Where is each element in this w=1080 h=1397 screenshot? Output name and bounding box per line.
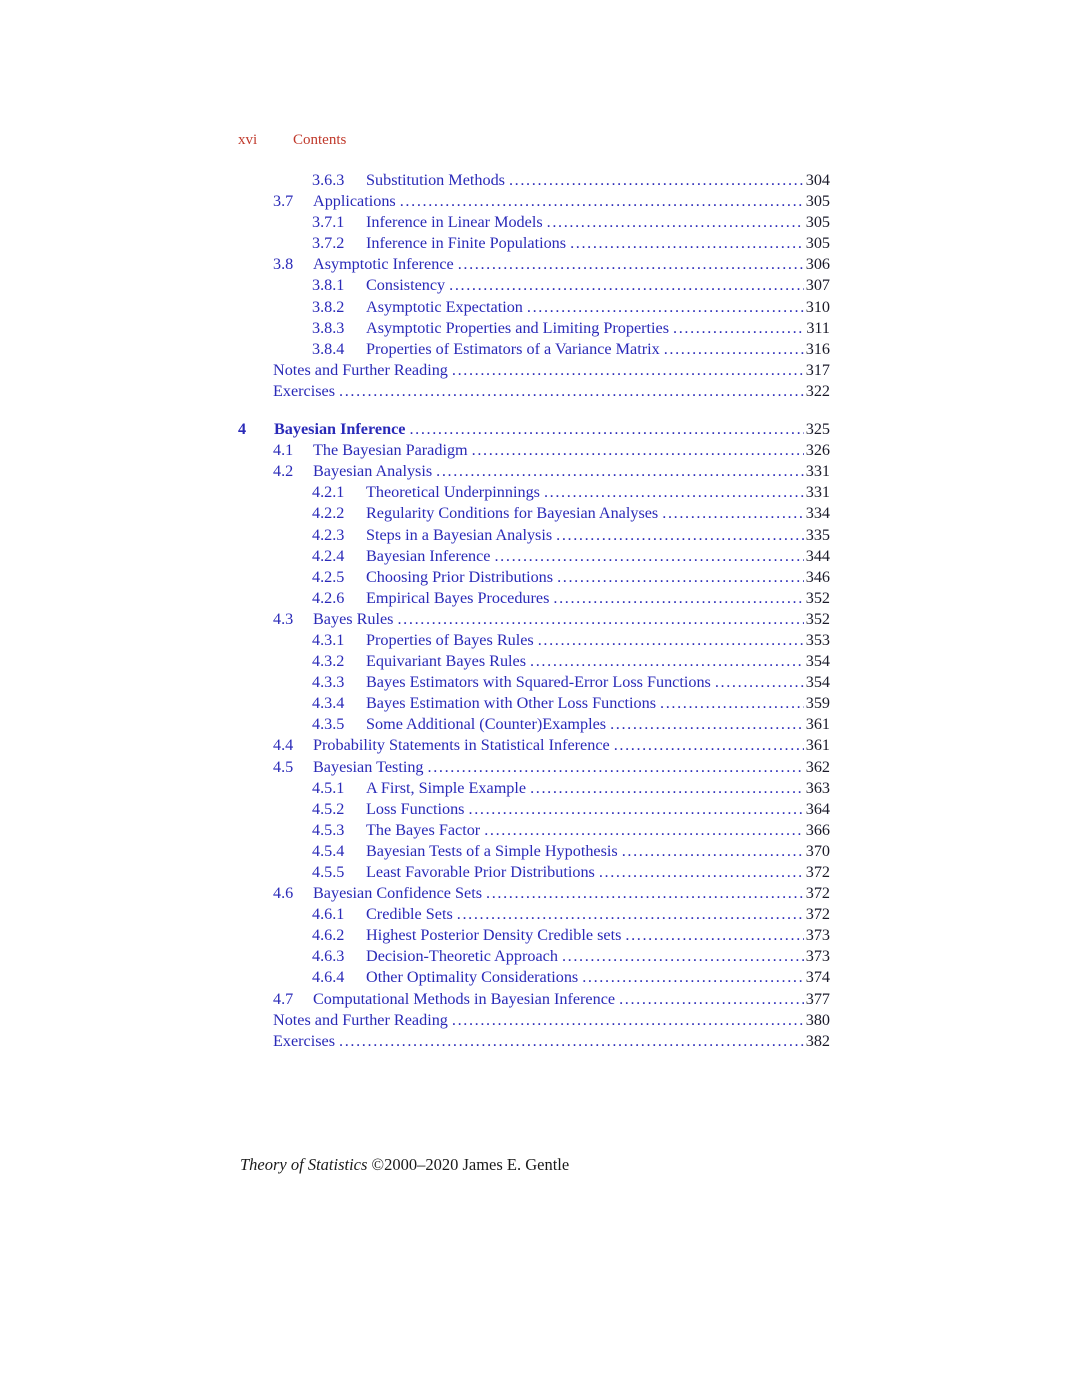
toc-entry-number: 4.5.5 — [312, 863, 345, 881]
dot-leader — [557, 567, 804, 588]
toc-entry-page[interactable]: 382 — [805, 1031, 830, 1050]
toc-entry-title[interactable]: Empirical Bayes Procedures — [366, 588, 550, 607]
toc-entry-title[interactable]: Inference in Finite Populations — [366, 234, 567, 253]
toc-entry[interactable] — [238, 1010, 830, 1031]
dot-leader — [660, 693, 804, 714]
toc-entry-title[interactable]: Substitution Methods — [366, 171, 505, 189]
toc-entry[interactable] — [238, 525, 830, 546]
toc-entry-line — [366, 925, 830, 946]
toc-entry-title[interactable]: Computational Methods in Bayesian Inference — [313, 989, 616, 1008]
toc-entry-number: 4.3.4 — [312, 694, 345, 713]
toc-entry[interactable] — [238, 714, 830, 735]
toc-entry-title[interactable]: Bayesian Confidence Sets — [313, 884, 483, 903]
dot-leader — [544, 482, 804, 503]
toc-entry-title[interactable]: Notes and Further Reading — [273, 1010, 448, 1029]
toc-entry-number: 3.7.1 — [312, 213, 345, 232]
toc-entry-line — [366, 525, 830, 546]
dot-leader — [538, 630, 804, 651]
toc-entry-title[interactable]: Exercises — [273, 381, 336, 400]
toc-entry-title[interactable]: Bayes Rules — [313, 609, 394, 628]
toc-entry-number: 4.5.1 — [312, 778, 345, 797]
toc-entry[interactable] — [238, 609, 830, 630]
toc-entry-page[interactable]: 353 — [805, 630, 830, 649]
toc-entry-title[interactable]: Some Additional (Counter)Examples — [366, 715, 607, 734]
toc-entry-line — [366, 904, 830, 925]
toc-entry-page[interactable]: 363 — [805, 778, 830, 797]
toc-entry[interactable] — [238, 883, 830, 904]
toc-entry[interactable] — [238, 820, 830, 841]
toc-entry-line — [366, 946, 830, 967]
toc-entry-page[interactable]: 380 — [805, 1010, 830, 1029]
toc-entry-line — [366, 170, 830, 191]
toc-entry-page[interactable]: 306 — [805, 255, 830, 274]
toc-entry-line — [366, 841, 830, 862]
toc-entry-title[interactable]: Asymptotic Inference — [313, 255, 454, 274]
toc-entry-title[interactable]: Bayesian Analysis — [313, 462, 433, 481]
dot-leader — [449, 275, 804, 296]
toc-entry-line — [273, 360, 830, 381]
toc-entry[interactable] — [238, 297, 830, 318]
toc-entry-title[interactable]: Inference in Linear Models — [366, 213, 543, 232]
toc-entry-line — [313, 461, 830, 482]
toc-entry[interactable] — [238, 461, 830, 482]
toc-entry-page[interactable]: 305 — [805, 234, 830, 253]
toc-entry-number: 4.2.5 — [312, 567, 345, 586]
toc-entry-title[interactable]: Properties of Estimators of a Variance Matrix — [366, 339, 660, 358]
dot-leader — [436, 461, 804, 482]
toc-entry-title[interactable]: Equivariant Bayes Rules — [366, 652, 527, 671]
dot-leader — [457, 904, 804, 925]
dot-leader — [622, 841, 804, 862]
toc-entry-page[interactable]: 354 — [805, 673, 830, 692]
dot-leader — [662, 503, 803, 524]
toc-entry[interactable] — [238, 799, 830, 820]
toc-entry-page[interactable]: 352 — [805, 609, 830, 628]
dot-leader — [610, 714, 804, 735]
toc-entry-line — [313, 191, 830, 212]
toc-entry-title[interactable]: Probability Statements in Statistical Inference — [313, 736, 610, 755]
toc-entry-number: 4.2.3 — [312, 525, 345, 544]
toc-entry-number: 4.4 — [273, 736, 294, 755]
dot-leader — [472, 440, 804, 461]
dot-leader — [715, 672, 804, 693]
toc-entry-line — [366, 820, 830, 841]
toc-entry-page[interactable]: 335 — [805, 525, 830, 544]
toc-entry-title[interactable]: Properties of Bayes Rules — [366, 630, 534, 649]
toc-entry-number: 4.5.4 — [312, 841, 345, 860]
toc-entry-title[interactable]: Asymptotic Properties and Limiting Properties — [366, 318, 670, 337]
toc-entry-title[interactable]: The Bayes Factor — [366, 820, 481, 839]
dot-leader — [486, 883, 804, 904]
toc-entry-number: 3.8.1 — [312, 276, 345, 295]
toc-entry[interactable] — [238, 946, 830, 967]
toc-entry[interactable] — [238, 862, 830, 883]
book-title: Theory of Statistics — [240, 1155, 368, 1174]
toc-entry-number: 4.3.3 — [312, 673, 345, 692]
toc-entry-page[interactable]: 310 — [805, 297, 830, 316]
dot-leader — [553, 588, 803, 609]
toc-entry-page[interactable]: 374 — [805, 968, 830, 987]
toc-entry-line — [366, 693, 830, 714]
toc-entry[interactable] — [238, 482, 830, 503]
toc-entry-line — [366, 799, 830, 820]
toc-entry[interactable] — [238, 904, 830, 925]
toc-entry-line — [366, 714, 830, 735]
page-number: xvi — [238, 132, 258, 148]
toc-entry-title[interactable]: Credible Sets — [366, 905, 453, 924]
toc-entry-line — [313, 254, 830, 275]
toc-entry-title[interactable]: Applications — [313, 192, 396, 211]
toc-entry-line — [366, 651, 830, 672]
toc-entry-number: 4.6.1 — [312, 905, 345, 924]
toc-entry[interactable] — [238, 672, 830, 693]
dot-leader — [452, 1010, 804, 1031]
dot-leader — [339, 1031, 804, 1052]
toc-entry-number: 4.3.5 — [312, 715, 345, 734]
toc-entry-title[interactable]: Steps in a Bayesian Analysis — [366, 525, 553, 544]
toc-entry-page[interactable]: 305 — [805, 213, 830, 232]
toc-entry-number: 3.8.4 — [312, 339, 345, 358]
toc-entry-line — [313, 440, 830, 461]
toc-entry[interactable] — [238, 339, 830, 360]
toc-entry-title[interactable]: Theoretical Underpinnings — [366, 483, 540, 502]
toc-entry[interactable] — [238, 170, 830, 191]
toc-entry-title[interactable]: A First, Simple Example — [366, 778, 527, 797]
toc-entry-title[interactable]: Consistency — [366, 276, 446, 295]
toc-entry-line — [366, 567, 830, 588]
toc-entry-number: 3.8.2 — [312, 297, 345, 316]
toc-entry-line — [366, 482, 830, 503]
dot-leader — [562, 946, 804, 967]
dot-leader — [599, 862, 804, 883]
toc-entry-title[interactable]: Bayes Estimators with Squared-Error Loss Functions — [366, 673, 711, 692]
dot-leader — [409, 419, 803, 440]
toc-entry-page[interactable]: 317 — [805, 360, 830, 379]
dot-leader — [400, 191, 804, 212]
dot-leader — [428, 757, 804, 778]
toc-entry-page[interactable]: 311 — [806, 318, 830, 337]
toc-entry-number: 4.2.6 — [312, 588, 345, 607]
toc-entry-number: 3.8 — [273, 255, 294, 274]
toc-entry-number: 4.6.4 — [312, 968, 345, 987]
toc-entry-page[interactable]: 352 — [805, 588, 830, 607]
toc-entry[interactable] — [238, 546, 830, 567]
toc-entry-line — [366, 672, 830, 693]
toc-entry-title[interactable]: Choosing Prior Distributions — [366, 567, 554, 586]
toc-entry[interactable] — [238, 735, 830, 756]
dot-leader — [673, 318, 804, 339]
toc-entry-line — [366, 503, 830, 524]
toc-entry[interactable] — [238, 841, 830, 862]
toc-entry-title[interactable]: Exercises — [273, 1031, 336, 1050]
toc-entry-line — [366, 967, 830, 988]
toc-entry-page[interactable]: 326 — [805, 441, 830, 460]
toc-entry-number: 4.5 — [273, 757, 294, 776]
toc-entry-page[interactable]: 344 — [805, 546, 830, 565]
toc-entry-page[interactable]: 372 — [805, 905, 830, 924]
toc-entry-page[interactable]: 304 — [805, 171, 830, 189]
toc-entry-page[interactable]: 361 — [805, 736, 830, 755]
toc-entry-line — [366, 275, 830, 296]
toc-entry-number: 3.7.2 — [312, 234, 345, 253]
toc-entry-line — [366, 318, 830, 339]
toc-entry[interactable] — [238, 630, 830, 651]
toc-entry-title[interactable]: Bayesian Inference — [366, 546, 491, 565]
toc-entry[interactable] — [238, 967, 830, 988]
toc-entry-page[interactable]: 364 — [805, 799, 830, 818]
toc-entry[interactable] — [238, 419, 830, 440]
toc-entry-line — [273, 1031, 830, 1052]
table-of-contents — [238, 170, 830, 1052]
toc-entry-title[interactable]: Least Favorable Prior Distributions — [366, 863, 595, 881]
toc-entry[interactable] — [238, 989, 830, 1010]
dot-leader — [582, 967, 804, 988]
toc-entry[interactable] — [238, 318, 830, 339]
dot-leader — [397, 609, 803, 630]
toc-entry-page[interactable]: 331 — [805, 483, 830, 502]
toc-entry-title[interactable]: Other Optimality Considerations — [366, 968, 579, 987]
toc-entry-page[interactable]: 307 — [805, 276, 830, 295]
toc-entry-page[interactable]: 362 — [805, 757, 830, 776]
toc-entry-line — [273, 381, 830, 402]
toc-entry[interactable] — [238, 567, 830, 588]
toc-entry-number: 4.7 — [273, 989, 294, 1008]
dot-leader — [614, 735, 804, 756]
toc-entry-number: 4.3 — [273, 609, 294, 628]
toc-entry-page[interactable]: 331 — [805, 462, 830, 481]
toc-entry-number: 4.6 — [273, 884, 294, 903]
toc-entry-title[interactable]: Bayesian Testing — [313, 757, 424, 776]
toc-entry-number: 4 — [238, 420, 247, 439]
toc-entry-page[interactable]: 361 — [805, 715, 830, 734]
toc-entry-number: 4.1 — [273, 441, 294, 460]
toc-entry-line — [313, 883, 830, 904]
dot-leader — [530, 651, 804, 672]
toc-entry-line — [313, 757, 830, 778]
dot-leader — [625, 925, 803, 946]
dot-leader — [556, 525, 804, 546]
toc-entry-page[interactable]: 359 — [805, 694, 830, 713]
toc-entry-title[interactable]: Asymptotic Expectation — [366, 297, 523, 316]
toc-entry-line — [366, 546, 830, 567]
dot-leader — [469, 799, 804, 820]
dot-leader — [570, 233, 804, 254]
toc-entry-page[interactable]: 372 — [805, 863, 830, 881]
toc-entry[interactable] — [238, 503, 830, 524]
toc-entry-line — [366, 778, 830, 799]
toc-entry[interactable] — [238, 588, 830, 609]
toc-entry-number: 4.2.2 — [312, 504, 345, 523]
dot-leader — [664, 339, 804, 360]
toc-entry-page[interactable]: 377 — [805, 989, 830, 1008]
toc-entry[interactable] — [238, 925, 830, 946]
toc-entry-title[interactable]: Decision-Theoretic Approach — [366, 947, 558, 966]
copyright-notice: ©2000–2020 James E. Gentle — [371, 1155, 570, 1174]
toc-entry-title[interactable]: Bayesian Tests of a Simple Hypothesis — [366, 841, 618, 860]
toc-entry-title[interactable]: Regularity Conditions for Bayesian Analyses — [366, 504, 659, 523]
toc-entry-line — [366, 233, 830, 254]
dot-leader — [484, 820, 804, 841]
dot-leader — [619, 989, 804, 1010]
toc-entry-page[interactable]: 316 — [805, 339, 830, 358]
toc-entry[interactable] — [238, 440, 830, 461]
dot-leader — [530, 778, 804, 799]
toc-entry-line — [366, 588, 830, 609]
dot-leader — [494, 546, 803, 567]
toc-entry-title[interactable]: Notes and Further Reading — [273, 360, 448, 379]
toc-entry-page[interactable]: 373 — [805, 926, 830, 945]
toc-entry[interactable] — [238, 254, 830, 275]
toc-entry-number: 4.2 — [273, 462, 294, 481]
toc-entry-title[interactable]: Loss Functions — [366, 799, 465, 818]
toc-entry-line — [366, 862, 830, 883]
toc-entry[interactable] — [238, 651, 830, 672]
toc-entry-page[interactable]: 366 — [805, 820, 830, 839]
toc-entry[interactable] — [238, 275, 830, 296]
toc-entry-page[interactable]: 372 — [805, 884, 830, 903]
toc-entry[interactable] — [238, 233, 830, 254]
toc-entry-number: 4.6.2 — [312, 926, 345, 945]
toc-entry-title[interactable]: Highest Posterior Density Credible sets — [366, 926, 622, 945]
toc-entry-line — [273, 1010, 830, 1031]
toc-entry-number: 3.6.3 — [312, 171, 345, 189]
toc-entry[interactable] — [238, 1031, 830, 1052]
toc-entry-line — [366, 297, 830, 318]
toc-entry-title[interactable]: The Bayesian Paradigm — [313, 441, 468, 460]
dot-leader — [339, 381, 804, 402]
toc-entry-number: 4.3.2 — [312, 652, 345, 671]
toc-entry-page[interactable]: 305 — [805, 192, 830, 211]
dot-leader — [527, 297, 804, 318]
toc-entry-page[interactable]: 354 — [805, 652, 830, 671]
toc-entry-line — [366, 630, 830, 651]
running-head — [238, 132, 346, 149]
toc-entry-number: 4.5.3 — [312, 820, 345, 839]
toc-entry-line — [274, 419, 830, 440]
dot-leader — [452, 360, 804, 381]
toc-entry[interactable] — [238, 693, 830, 714]
toc-entry-line — [313, 989, 830, 1010]
toc-entry-number: 4.5.2 — [312, 799, 345, 818]
toc-entry-title[interactable]: Bayesian Inference — [274, 420, 406, 439]
toc-entry-line — [366, 339, 830, 360]
toc-entry-number: 4.2.4 — [312, 546, 345, 565]
toc-entry-page[interactable]: 373 — [805, 947, 830, 966]
toc-entry-number: 3.8.3 — [312, 318, 345, 337]
dot-leader — [509, 170, 804, 191]
toc-entry-page[interactable]: 370 — [805, 841, 830, 860]
toc-entry[interactable] — [238, 191, 830, 212]
toc-entry-page[interactable]: 346 — [805, 567, 830, 586]
toc-entry-page[interactable]: 322 — [805, 381, 830, 400]
dot-leader — [547, 212, 804, 233]
toc-entry-line — [366, 212, 830, 233]
toc-entry-page[interactable]: 325 — [805, 420, 830, 439]
toc-entry-title[interactable]: Bayes Estimation with Other Loss Functions — [366, 694, 657, 713]
toc-entry[interactable] — [238, 757, 830, 778]
toc-entry-page[interactable]: 334 — [805, 504, 830, 523]
toc-entry[interactable] — [238, 381, 830, 402]
toc-entry-number: 4.2.1 — [312, 483, 345, 502]
toc-entry-number: 4.3.1 — [312, 630, 345, 649]
toc-entry-number: 3.7 — [273, 192, 294, 211]
toc-entry[interactable] — [238, 778, 830, 799]
toc-entry-line — [313, 609, 830, 630]
toc-entry-number: 4.6.3 — [312, 947, 345, 966]
dot-leader — [458, 254, 804, 275]
toc-entry-line — [313, 735, 830, 756]
toc-entry[interactable] — [238, 212, 830, 233]
toc-entry[interactable] — [238, 360, 830, 381]
section-title[interactable]: Contents — [293, 132, 347, 148]
page-footer — [240, 1155, 569, 1175]
